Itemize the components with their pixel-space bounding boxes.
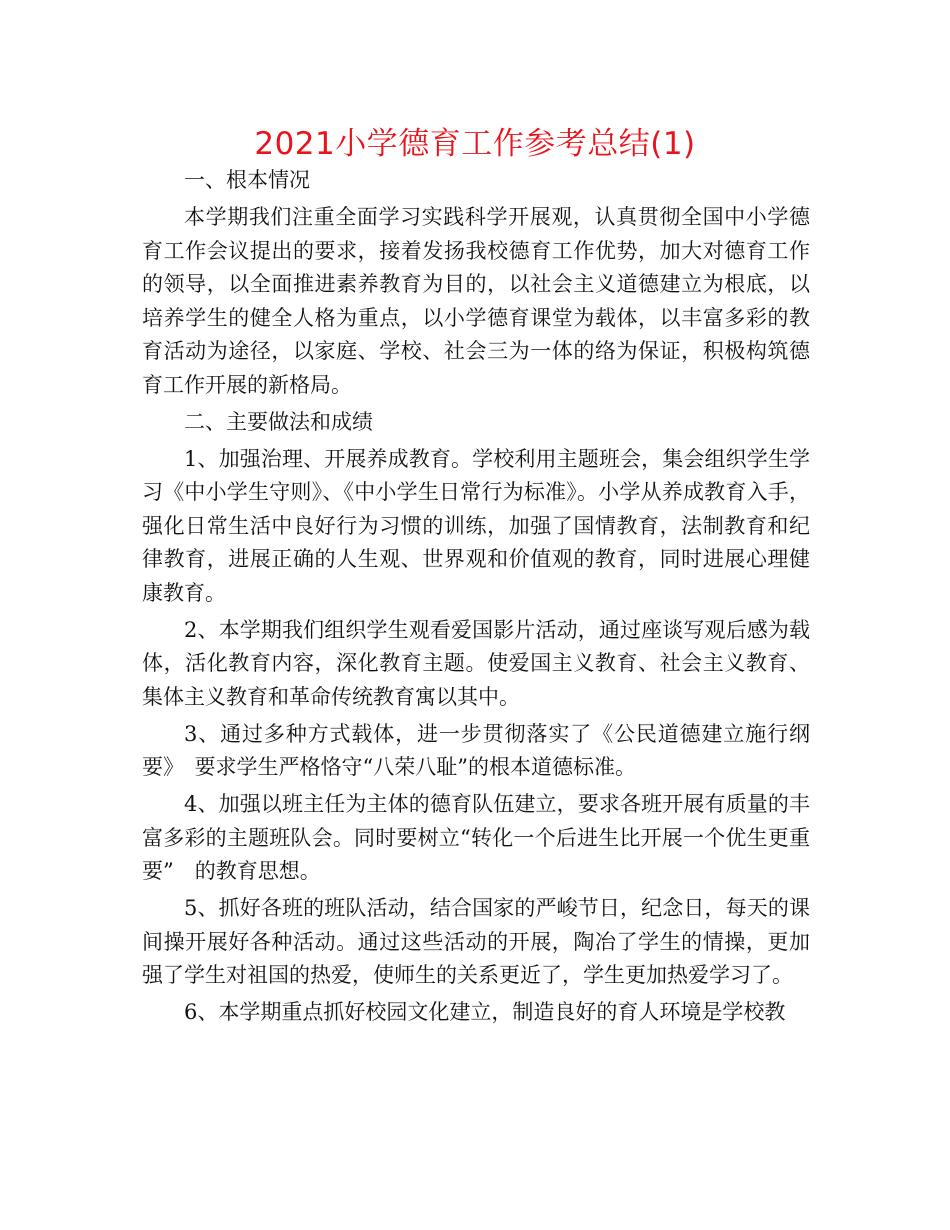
paragraph-item-3: 3、通过多种方式载体，进一步贯彻落实了《公民道德建立施行纲要》 要求学生严格恪守“八荣八耻”的根本道德标准。 xyxy=(142,721,810,779)
paragraph-overview: 本学期我们注重全面学习实践科学开展观，认真贯彻全国中小学德育工作会议提出的要求，接着发扬我校德育工作优势，加大对德育工作的领导，以全面推进素养教育为目的，以社会主义道德建立为根底，以培养学生的健全人格为重点，以小学德育课堂为载体，以丰富多彩的教育活动为途径，以家庭、学校、社会三为一体的络为保证，积极构筑德育工作开展的新格局。 xyxy=(142,205,810,397)
document-body xyxy=(142,164,810,1033)
paragraph-item-1: 1、加强治理、开展养成教育。学校利用主题班会，集会组织学生学习《中小学生守则》、《中小学生日常行为标准》。小学从养成教育入手，强化日常生活中良好行为习惯的训练，加强了国情教育，法制教育和纪律教育，进展正确的人生观、世界观和价值观的教育，同时进展心理健康教育。 xyxy=(142,446,810,605)
document-title: 2021小学德育工作参考总结(1) xyxy=(254,126,696,162)
paragraph-item-6: 6、本学期重点抓好校园文化建立，制造良好的育人环境是学校教 xyxy=(184,1000,786,1024)
section-heading-basic-situation: 一、根本情况 xyxy=(184,168,310,192)
paragraph-item-2: 2、本学期我们组织学生观看爱国影片活动，通过座谈写观后感为载体，活化教育内容，深化教育主题。使爱国主义教育、社会主义教育、集体主义教育和革命传统教育寓以其中。 xyxy=(142,617,810,709)
paragraph-item-4: 4、加强以班主任为主体的德育队伍建立，要求各班开展有质量的丰富多彩的主题班队会。同时要树立“转化一个后进生比开展一个优生更重要” 的教育思想。 xyxy=(142,792,810,883)
paragraph-item-5: 5、抓好各班的班队活动，结合国家的严峻节日，纪念日，每天的课间操开展好各种活动。通过这些活动的开展，陶冶了学生的情操，更加强了学生对祖国的热爱，使师生的关系更近了，学生更加热爱学习了。 xyxy=(142,896,810,987)
section-heading-main-practices: 二、主要做法和成绩 xyxy=(184,409,373,434)
